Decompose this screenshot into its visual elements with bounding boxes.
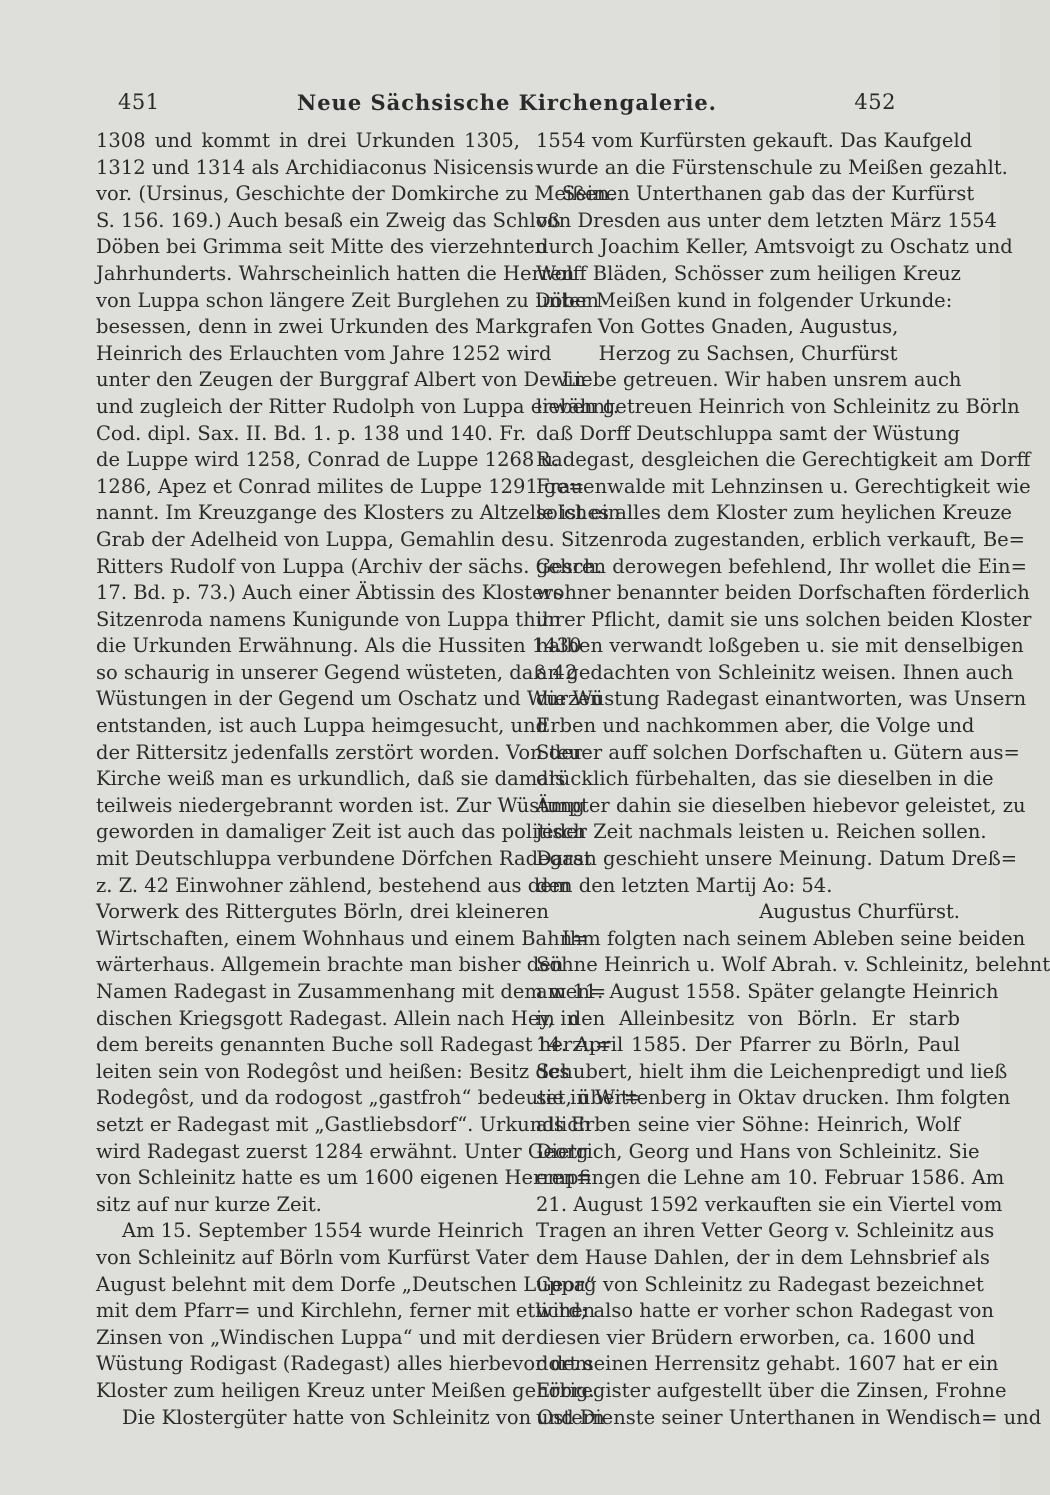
text-line: Am 15. September 1554 wurde Heinrich <box>122 1219 524 1243</box>
text-line: so schaurig in unserer Gegend wüsteten, daß 42 <box>96 660 578 684</box>
right-text-column <box>536 128 1050 1431</box>
text-line: Tragen an ihren Vetter Georg v. Schleinitz aus <box>536 1219 995 1243</box>
text-line: diesen vier Brüdern erworben, ca. 1600 und <box>536 1325 976 1349</box>
text-line: leiten sein von Rodegôst und heißen: Besitz des <box>96 1059 570 1083</box>
text-line: 14. April 1585. Der Pfarrer zu Börln, Paul <box>536 1033 960 1057</box>
text-line: durch Joachim Keller, Amtsvoigt zu Oschatz und <box>536 235 1013 259</box>
text-line: geworden in damaliger Zeit ist auch das politisch <box>96 820 586 844</box>
text-line: mit Deutschluppa verbundene Dörfchen Radegast <box>96 847 592 871</box>
text-line: Grab der Adelheid von Luppa, Gemahlin des <box>96 527 536 551</box>
text-line: Vorwerk des Rittergutes Börln, drei kleineren <box>96 900 549 924</box>
text-line: wird Radegast zuerst 1284 erwähnt. Unter Georg <box>96 1139 589 1163</box>
text-line: dort seinen Herrensitz gehabt. 1607 hat er ein <box>536 1352 999 1376</box>
text-line: Schubert, hielt ihm die Leichenpredigt und ließ <box>536 1059 1008 1083</box>
text-line: Wüstungen in der Gegend um Oschatz und Wurzen <box>96 687 603 711</box>
text-line: von Dresden aus unter dem letzten März 1554 <box>536 208 997 232</box>
text-line: unter Meißen kund in folgender Urkunde: <box>536 288 953 312</box>
text-line: Kirche weiß man es urkundlich, daß sie damals <box>96 767 566 791</box>
text-line: sitz auf nur kurze Zeit. <box>96 1192 322 1216</box>
text-line: unter den Zeugen der Burggraf Albert von Dewin <box>96 368 587 392</box>
text-line: als Erben seine vier Söhne: Heinrich, Wolf <box>536 1112 960 1136</box>
text-line: Heinrich des Erlauchten vom Jahre 1252 wird <box>96 341 552 365</box>
text-line: Wolff Bläden, Schösser zum heiligen Kreuz <box>536 261 961 285</box>
text-line: Wüstung Rodigast (Radegast) alles hierbevor dem <box>96 1352 594 1376</box>
text-line: vor. (Ursinus, Geschichte der Domkirche zu Meißen. <box>96 182 616 206</box>
text-line: 17. Bd. p. 73.) Auch einer Äbtissin des Klosters <box>96 581 563 605</box>
text-line: wohner benannter beiden Dorfschaften förderlich <box>536 581 1030 605</box>
text-line: Liebe getreuen. Wir haben unsrem auch <box>562 368 962 392</box>
text-line: an gedachten von Schleinitz weisen. Ihnen auch <box>536 660 1014 684</box>
text-line: 1554 vom Kurfürsten gekauft. Das Kaufgeld <box>536 129 973 152</box>
text-line: jeder Zeit nachmals leisten u. Reichen sollen. <box>536 820 987 844</box>
text-line: Zinsen von „Windischen Luppa“ und mit der <box>96 1325 535 1349</box>
text-line: 1312 und 1314 als Archidiaconus Nisicensis <box>96 155 534 179</box>
text-line: besessen, denn in zwei Urkunden des Markgrafen <box>96 315 593 339</box>
text-line: sie in Wittenberg in Oktav drucken. Ihm folgten <box>536 1086 1011 1110</box>
text-line: z. Z. 42 Einwohner zählend, bestehend aus dem <box>96 873 571 897</box>
text-line: 1308 und kommt in drei Urkunden 1305, <box>96 129 520 152</box>
text-line: Jahrhunderts. Wahrscheinlich hatten die Herren <box>96 261 575 285</box>
text-line: August belehnt mit dem Dorfe „Deutschen Luppa“ <box>96 1272 596 1296</box>
page-number-left: 451 <box>118 90 160 114</box>
text-line: Erben und nachkommen aber, die Volge und <box>536 714 975 738</box>
text-line: Wirtschaften, einem Wohnhaus und einem Bahn= <box>96 926 589 950</box>
text-line: lieben getreuen Heinrich von Schleinitz zu Börln <box>536 394 1020 418</box>
text-line: Georg von Schleinitz zu Radegast bezeichnet <box>536 1272 984 1296</box>
text-line: Ämpter dahin sie dieselben hiebevor geleistet, zu <box>536 793 1026 817</box>
text-line: dem bereits genannten Buche soll Radegast herzu= <box>96 1033 612 1057</box>
text-line: halben verwandt loßgeben u. sie mit denselbigen <box>536 634 1024 658</box>
text-line: die Wüstung Radegast einantworten, was Unsern <box>536 687 1027 711</box>
text-line: wird; also hatte er vorher schon Radegast von <box>536 1299 994 1323</box>
text-line: und Dienste seiner Unterthanen in Wendisch= und <box>536 1405 1042 1429</box>
text-line: Augustus Churfürst. <box>759 900 960 924</box>
text-line: die Urkunden Erwähnung. Als die Hussiten 1430 <box>96 634 582 658</box>
text-line: Steuer auff solchen Dorfschaften u. Gütern aus= <box>536 740 1020 764</box>
text-line: drücklich fürbehalten, das sie dieselben in die <box>536 767 994 791</box>
text-line: dischen Kriegsgott Radegast. Allein nach Hey, in <box>96 1006 579 1030</box>
text-line: Rodegôst, und da rodogost „gastfroh“ bedeutet, über= <box>96 1086 641 1110</box>
text-line: von Schleinitz auf Börln vom Kurfürst Vater <box>96 1245 529 1269</box>
text-line: nannt. Im Kreuzgange des Klosters zu Altzelle ist ein <box>96 501 621 525</box>
text-line: Ihm folgten nach seinem Ableben seine beiden <box>562 926 1026 950</box>
running-title: Neue Sächsische Kirchengalerie. <box>297 90 717 115</box>
text-line: Cod. dipl. Sax. II. Bd. 1. p. 138 und 140. Fr. <box>96 421 527 445</box>
text-line: Dietrich, Georg und Hans von Schleinitz. Sie <box>536 1139 980 1163</box>
text-line: de Luppe wird 1258, Conrad de Luppe 1268 u. <box>96 448 560 472</box>
text-line: von Luppa schon längere Zeit Burglehen zu Döben <box>96 288 599 312</box>
text-line: Daran geschieht unsere Meinung. Datum Dreß= <box>536 847 1018 871</box>
text-line: Seinen Unterthanen gab das der Kurfürst <box>562 182 975 206</box>
text-line: Von Gottes Gnaden, Augustus, <box>597 315 899 339</box>
text-line: Döben bei Grimma seit Mitte des vierzehnten <box>96 235 548 259</box>
page-number-right: 452 <box>854 90 896 114</box>
text-line: wurde an die Fürstenschule zu Meißen gezahlt. <box>536 155 1008 179</box>
text-line: Erbregister aufgestellt über die Zinsen, Frohne <box>536 1378 1007 1402</box>
text-line: in den Alleinbesitz von Börln. Er starb <box>536 1006 960 1030</box>
text-line: Kloster zum heiligen Kreuz unter Meißen gehörig. <box>96 1378 595 1402</box>
text-line: der Rittersitz jedenfalls zerstört worden. Von der <box>96 740 583 764</box>
text-line: empfingen die Lehne am 10. Februar 1586. Am <box>536 1166 1005 1190</box>
text-line: solches alles dem Kloster zum heylichen Kreuze <box>536 501 1012 525</box>
text-line: von Schleinitz hatte es um 1600 eigenen Herren= <box>96 1166 593 1190</box>
text-line: Ritters Rudolf von Luppa (Archiv der sächs. Gesch. <box>96 554 603 578</box>
text-line: ihrer Pflicht, damit sie uns solchen beiden Kloster <box>536 607 1032 631</box>
text-line: 1286, Apez et Conrad milites de Luppe 1291 ge= <box>96 474 585 498</box>
text-line: mit dem Pfarr= und Kirchlehn, ferner mit etlichen <box>96 1299 596 1323</box>
page-header <box>118 86 896 120</box>
text-line: Herzog zu Sachsen, Churfürst <box>598 341 898 365</box>
text-line: Söhne Heinrich u. Wolf Abrah. v. Schleinitz, belehnt <box>536 953 1050 977</box>
text-line: Frauenwalde mit Lehnzinsen u. Gerechtigkeit wie <box>536 474 1031 498</box>
text-line: Die Klostergüter hatte von Schleinitz von Ostern <box>122 1405 605 1429</box>
text-line: am 11. August 1558. Später gelangte Heinrich <box>536 980 999 1003</box>
text-line: u. Sitzenroda zugestanden, erblich verkauft, Be= <box>536 527 1026 551</box>
text-line: teilweis niedergebrannt worden ist. Zur Wüstung <box>96 793 585 817</box>
text-line: und zugleich der Ritter Rudolph von Luppa erwähnt. <box>96 394 620 418</box>
text-line: wärterhaus. Allgemein brachte man bisher den <box>96 953 564 977</box>
text-line: entstanden, ist auch Luppa heimgesucht, und <box>96 714 549 738</box>
text-line: dem Hause Dahlen, der in dem Lehnsbrief als <box>536 1245 990 1269</box>
left-text-column <box>96 128 641 1431</box>
text-line: Namen Radegast in Zusammenhang mit dem wen= <box>96 980 607 1003</box>
text-line: Sitzenroda namens Kunigunde von Luppa thun <box>96 607 561 631</box>
text-line: S. 156. 169.) Auch besaß ein Zweig das Schloß <box>96 208 561 232</box>
text-line: setzt er Radegast mit „Gastliebsdorf“. Urkundlich <box>96 1112 591 1136</box>
text-line: den den letzten Martij Ao: 54. <box>536 873 833 897</box>
text-line: 21. August 1592 verkauften sie ein Viertel vom <box>536 1192 1003 1216</box>
text-line: Radegast, desgleichen die Gerechtigkeit am Dorff <box>536 448 1031 472</box>
text-line: gehren derowegen befehlend, Ihr wollet die Ein= <box>536 554 1027 578</box>
text-line: daß Dorff Deutschluppa samt der Wüstung <box>536 421 960 445</box>
